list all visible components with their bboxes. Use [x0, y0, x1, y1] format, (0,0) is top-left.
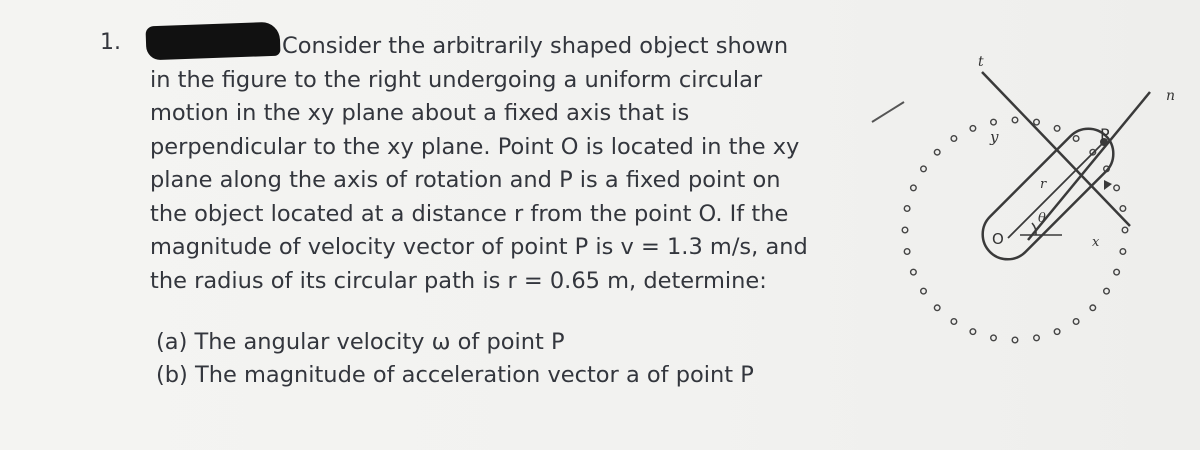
path-dot [970, 126, 976, 132]
path-dot [1104, 288, 1110, 294]
path-dot [1090, 305, 1096, 311]
question-parts [156, 326, 754, 392]
label-n: n [1166, 88, 1176, 104]
label-t: t [978, 54, 984, 70]
path-dot [1054, 329, 1060, 335]
label-y: y [990, 128, 999, 146]
radius-line [1008, 142, 1104, 238]
problem-line: perpendicular to the xy plane. Point O is located in the xy [150, 133, 800, 160]
label-theta: θ [1038, 211, 1046, 226]
problem-statement [150, 30, 850, 298]
path-dot [1012, 337, 1018, 343]
rotation-figure [860, 30, 1190, 350]
path-dot [970, 329, 976, 335]
path-dot [902, 227, 908, 233]
problem-line: in the figure to the right undergoing a uniform circular [150, 66, 763, 93]
part-b: (b) The magnitude of acceleration vector a of point P [156, 362, 754, 388]
problem-line: magnitude of velocity vector of point P is v = 1.3 m/s, and [150, 234, 808, 260]
path-dot [911, 269, 917, 275]
path-dot [1073, 319, 1079, 325]
path-dot [1120, 206, 1126, 212]
path-dot [951, 136, 957, 142]
problem-line: the object located at a distance r from the point O. If the [150, 200, 789, 227]
path-dot [921, 288, 927, 294]
path-dot [1012, 117, 1018, 123]
figure-svg [860, 30, 1190, 350]
path-dot [904, 206, 910, 212]
problem-line: the radius of its circular path is r = 0.65 m, determine: [150, 267, 767, 294]
label-r: r [1040, 177, 1047, 192]
path-dot [1122, 227, 1128, 233]
path-dot [1120, 249, 1126, 255]
path-dot [904, 249, 910, 255]
problem-line: Consider the arbitrarily shaped object shown [282, 33, 789, 59]
velocity-arrow-icon [1104, 180, 1112, 190]
path-dot [934, 149, 940, 155]
label-o: O [992, 230, 1004, 248]
path-dot [991, 335, 997, 341]
label-p: P [1100, 125, 1110, 144]
label-x: x [1092, 235, 1100, 250]
question-number: 1. [100, 30, 121, 55]
path-dot [1114, 185, 1120, 191]
path-dot [951, 319, 957, 325]
path-dot [911, 185, 917, 191]
normal-line [1028, 92, 1150, 240]
pen-stroke [872, 102, 904, 122]
path-dot [921, 166, 927, 172]
path-dot [1034, 119, 1040, 125]
path-dot [1054, 126, 1060, 132]
part-a: (a) The angular velocity ω of point P [156, 329, 565, 355]
path-dot [1034, 335, 1040, 341]
path-dot [934, 305, 940, 311]
path-dot [991, 119, 997, 125]
path-dot [1114, 269, 1120, 275]
problem-line: motion in the xy plane about a fixed axis that is [150, 100, 690, 126]
path-dot [1073, 136, 1079, 142]
problem-line: plane along the axis of rotation and P is a fixed point on [150, 167, 781, 193]
